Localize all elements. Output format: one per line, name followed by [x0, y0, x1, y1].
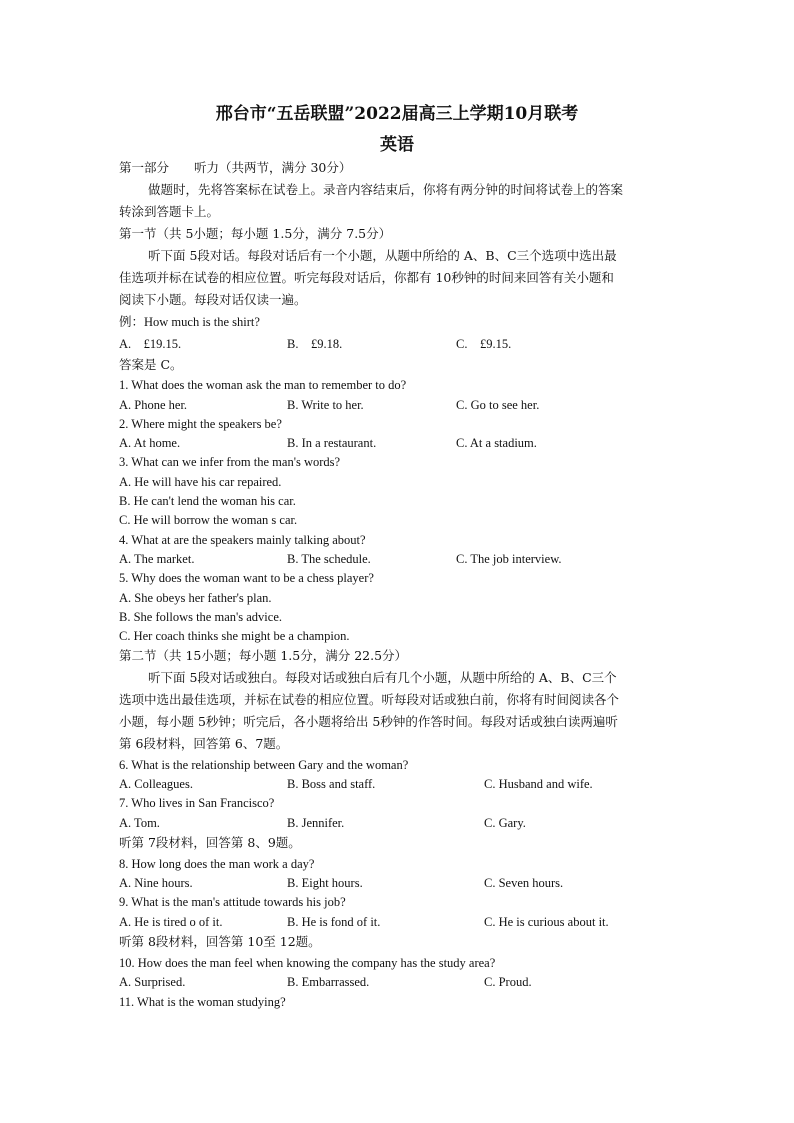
part1-instruction-line: 做题时，先将答案标在试卷上。录音内容结束后，你将有两分钟的时间将试卷上的答案	[148, 182, 624, 197]
question-7-options	[119, 815, 679, 831]
question-3: 3. What can we infer from the man's words?	[119, 455, 341, 469]
option-b: B. He is fond of it.	[287, 915, 381, 929]
question-3-option-b: B. He can't lend the woman his car.	[119, 494, 296, 508]
section1-instruction-line: 听下面 5段对话。每段对话后有一个小题，从题中所给的 A、B、C三个选项中选出最	[148, 248, 617, 263]
option-a: A. The market.	[119, 552, 195, 566]
question-5: 5. Why does the woman want to be a chess player?	[119, 571, 374, 585]
option-b: B. Boss and staff.	[287, 777, 376, 791]
option-a: A. He is tired o of it.	[119, 915, 223, 929]
option-b: B. In a restaurant.	[287, 436, 377, 450]
question-6-options	[119, 776, 679, 792]
section1-heading: 第一节（共 5小题；每小题 1.5分，满分 7.5分）	[119, 226, 392, 241]
option-c: C. Gary.	[484, 816, 526, 830]
section2-instruction-line: 小题，每小题 5秒钟；听完后，各小题将给出 5秒钟的作答时间。每段对话或独白读两遍听	[119, 714, 618, 729]
option-c: C. £9.15.	[456, 337, 512, 351]
question-1: 1. What does the woman ask the man to remember to do?	[119, 378, 407, 392]
option-c: C. Proud.	[484, 975, 532, 989]
question-5-option-c: C. Her coach thinks she might be a champion.	[119, 629, 350, 643]
question-9: 9. What is the man's attitude towards his job?	[119, 895, 346, 909]
question-3-option-a: A. He will have his car repaired.	[119, 475, 282, 489]
option-c: C. Seven hours.	[484, 876, 564, 890]
question-2-options	[119, 435, 679, 451]
exam-title: 邢台市“五岳联盟”2022届高三上学期10月联考	[215, 104, 579, 124]
option-b: B. The schedule.	[287, 552, 371, 566]
question-8-options	[119, 875, 679, 891]
option-b: B. Embarrassed.	[287, 975, 370, 989]
question-5-option-b: B. She follows the man's advice.	[119, 610, 282, 624]
question-4: 4. What at are the speakers mainly talking about?	[119, 533, 366, 547]
section2-instruction-line: 选项中选出最佳选项，并标在试卷的相应位置。听每段对话或独白前，你将有时间阅读各个	[119, 692, 620, 707]
section1-instruction-line: 阅读下小题。每段对话仅读一遍。	[119, 292, 307, 307]
part1-heading: 第一部分 听力（共两节，满分 30分）	[119, 160, 352, 175]
question-8: 8. How long does the man work a day?	[119, 857, 315, 871]
question-10-options	[119, 974, 679, 990]
question-3-option-c: C. He will borrow the woman s car.	[119, 513, 298, 527]
example-answer: 答案是 C。	[119, 357, 183, 372]
option-a: A. At home.	[119, 436, 181, 450]
question-1-options	[119, 397, 679, 413]
option-b: B. Jennifer.	[287, 816, 345, 830]
option-a: A. Tom.	[119, 816, 160, 830]
option-a: A. Colleagues.	[119, 777, 193, 791]
example-question: 例：How much is the shirt?	[119, 315, 260, 329]
exam-subject: 英语	[380, 135, 414, 155]
option-b: B. £9.18.	[287, 337, 343, 351]
section2-instruction-line: 听下面 5段对话或独白。每段对话或独白后有几个小题，从题中所给的 A、B、C三个	[148, 670, 617, 685]
example-options	[119, 336, 679, 352]
option-b: B. Eight hours.	[287, 876, 363, 890]
option-c: C. Go to see her.	[456, 398, 540, 412]
option-c: C. At a stadium.	[456, 436, 537, 450]
option-c: C. The job interview.	[456, 552, 562, 566]
option-a: A. Nine hours.	[119, 876, 193, 890]
question-9-options	[119, 914, 679, 930]
question-10: 10. How does the man feel when knowing the company has the study area?	[119, 956, 496, 970]
material-8-heading: 听第 8段材料，回答第 10至 12题。	[119, 934, 321, 949]
option-a: A. £19.15.	[119, 337, 182, 351]
section2-instruction-line: 第 6段材料，回答第 6、7题。	[119, 736, 289, 751]
option-b: B. Write to her.	[287, 398, 364, 412]
question-11: 11. What is the woman studying?	[119, 995, 286, 1009]
option-a: A. Phone her.	[119, 398, 188, 412]
option-c: C. He is curious about it.	[484, 915, 609, 929]
question-2: 2. Where might the speakers be?	[119, 417, 282, 431]
part1-instruction-line: 转涂到答题卡上。	[119, 204, 220, 219]
question-4-options	[119, 551, 679, 567]
question-7: 7. Who lives in San Francisco?	[119, 796, 275, 810]
question-6: 6. What is the relationship between Gary and the woman?	[119, 758, 409, 772]
material-7-heading: 听第 7段材料，回答第 8、9题。	[119, 835, 301, 850]
option-a: A. Surprised.	[119, 975, 186, 989]
question-5-option-a: A. She obeys her father's plan.	[119, 591, 272, 605]
section1-instruction-line: 佳选项并标在试卷的相应位置。听完每段对话后，你都有 10秒钟的时间来回答有关小题和	[119, 270, 614, 285]
section2-heading: 第二节（共 15小题；每小题 1.5分，满分 22.5分）	[119, 648, 408, 663]
option-c: C. Husband and wife.	[484, 777, 593, 791]
